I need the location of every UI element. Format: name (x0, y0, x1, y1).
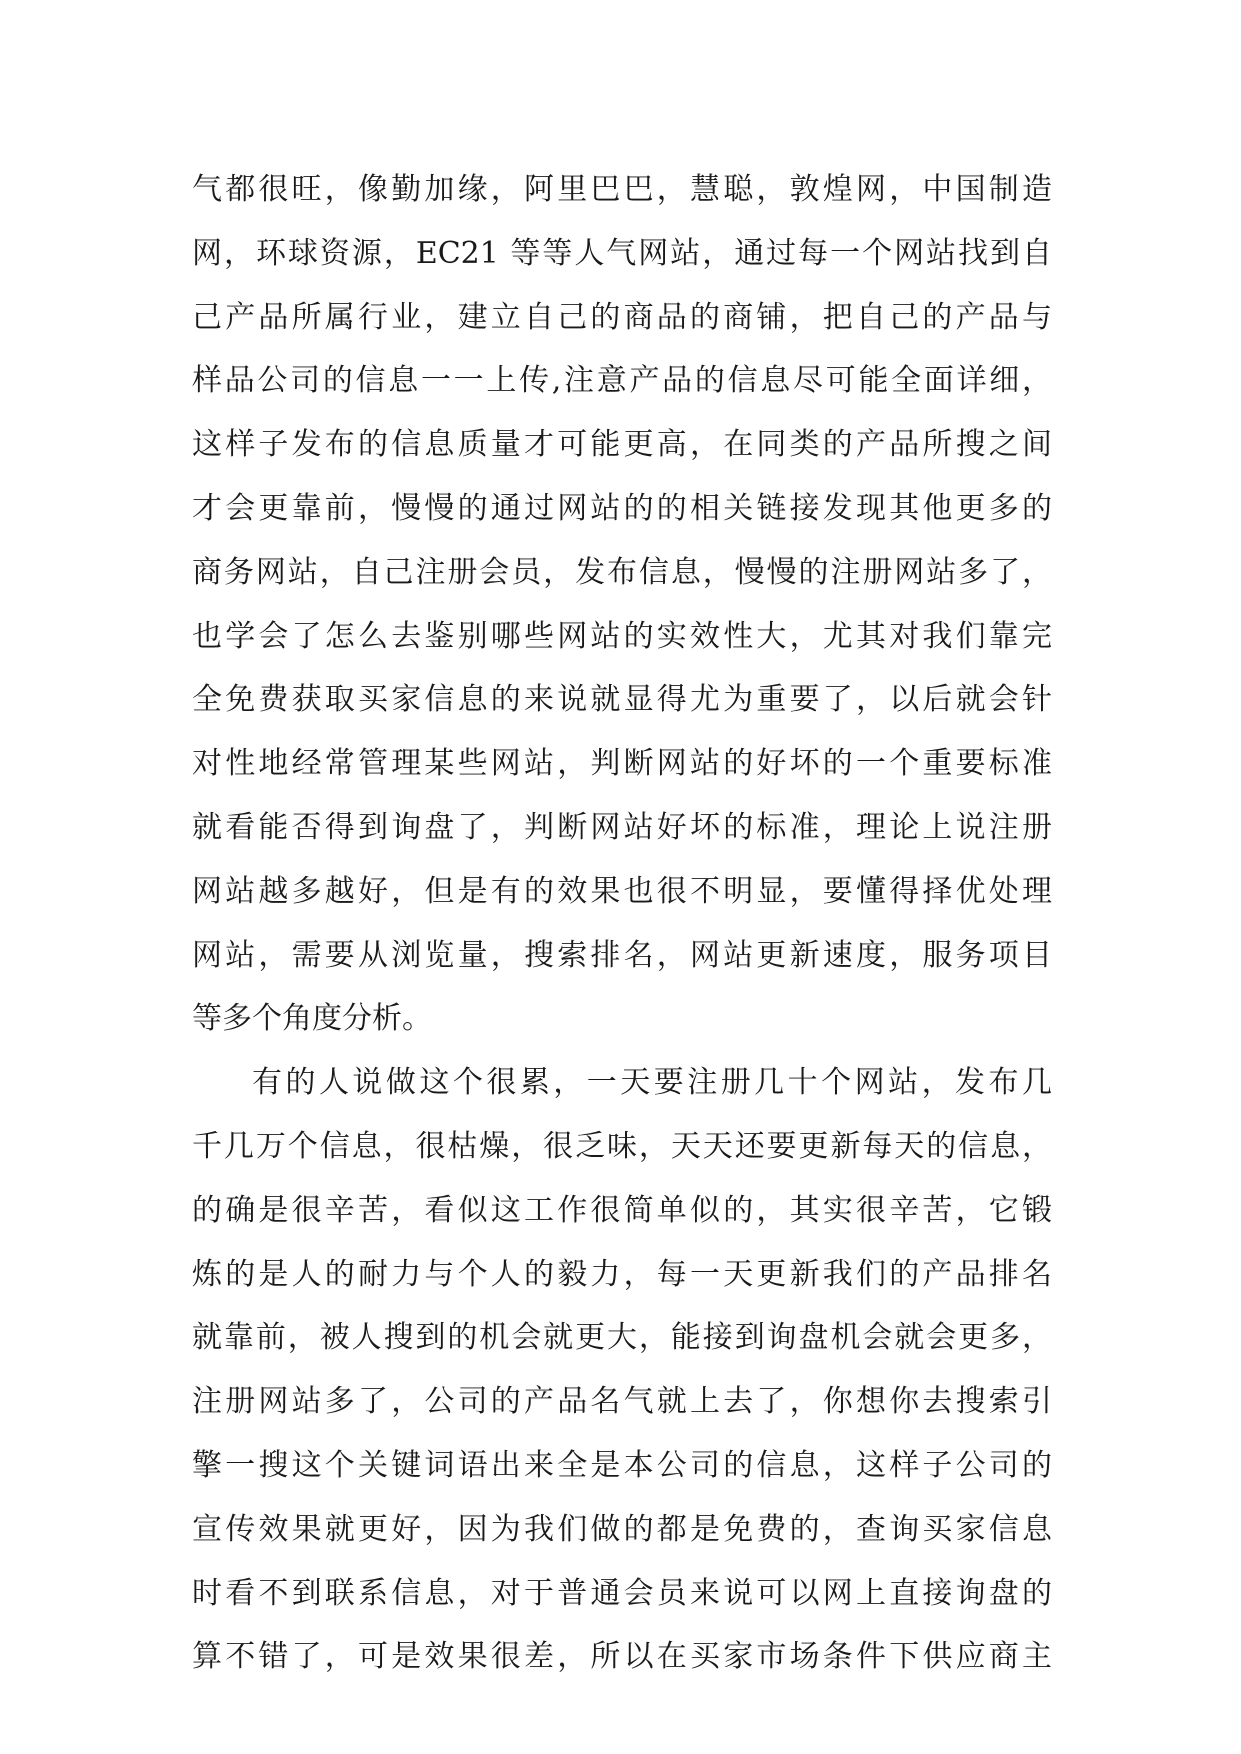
text-line: 算不错了，可是效果很差，所以在买家市场条件下供应商主 (192, 1639, 1052, 1675)
text-line: 网，环球资源，EC21 等等人气网站，通过每一个网站找到自 (192, 235, 1052, 271)
text-line: 就看能否得到询盘了，判断网站好坏的标准，理论上说注册 (192, 809, 1052, 845)
text-line: 商务网站，自己注册会员，发布信息，慢慢的注册网站多了， (192, 554, 1052, 590)
text-line: 擎一搜这个关键词语出来全是本公司的信息，这样子公司的 (192, 1447, 1052, 1483)
text-line: 样品公司的信息一一上传,注意产品的信息尽可能全面详细， (192, 363, 1052, 399)
paragraph-2 (192, 1051, 1052, 1689)
document-body (192, 158, 1052, 1689)
text-line: 等多个角度分析。 (192, 1001, 432, 1037)
text-line: 网站越多越好，但是有的效果也很不明显，要懂得择优处理 (192, 873, 1052, 909)
text-line: 气都很旺，像勤加缘，阿里巴巴，慧聪，敦煌网，中国制造 (192, 172, 1052, 207)
text-line: 才会更靠前，慢慢的通过网站的的相关链接发现其他更多的 (192, 490, 1052, 526)
text-line: 时看不到联系信息，对于普通会员来说可以网上直接询盘的 (192, 1575, 1052, 1611)
text-line: 炼的是人的耐力与个人的毅力，每一天更新我们的产品排名 (192, 1256, 1052, 1292)
text-line: 全免费获取买家信息的来说就显得尤为重要了，以后就会针 (192, 682, 1052, 718)
text-line: 己产品所属行业，建立自己的商品的商铺，把自己的产品与 (192, 299, 1052, 335)
text-line: 的确是很辛苦，看似这工作很简单似的，其实很辛苦，它锻 (192, 1192, 1052, 1228)
text-line: 有的人说做这个很累，一天要注册几十个网站，发布几 (252, 1065, 1052, 1101)
text-line: 对性地经常管理某些网站，判断网站的好坏的一个重要标准 (192, 746, 1052, 782)
text-line: 就靠前，被人搜到的机会就更大，能接到询盘机会就会更多， (192, 1320, 1052, 1356)
text-line: 注册网站多了，公司的产品名气就上去了，你想你去搜索引 (192, 1384, 1052, 1420)
text-line: 也学会了怎么去鉴别哪些网站的实效性大，尤其对我们靠完 (192, 618, 1052, 654)
text-line: 千几万个信息，很枯燥，很乏味，天天还要更新每天的信息， (192, 1128, 1052, 1164)
paragraph-1 (192, 158, 1052, 1051)
text-line: 这样子发布的信息质量才可能更高，在同类的产品所搜之间 (192, 427, 1052, 463)
text-line: 宣传效果就更好，因为我们做的都是免费的，查询买家信息 (192, 1511, 1052, 1547)
text-line: 网站，需要从浏览量，搜索排名，网站更新速度，服务项目 (192, 937, 1052, 973)
